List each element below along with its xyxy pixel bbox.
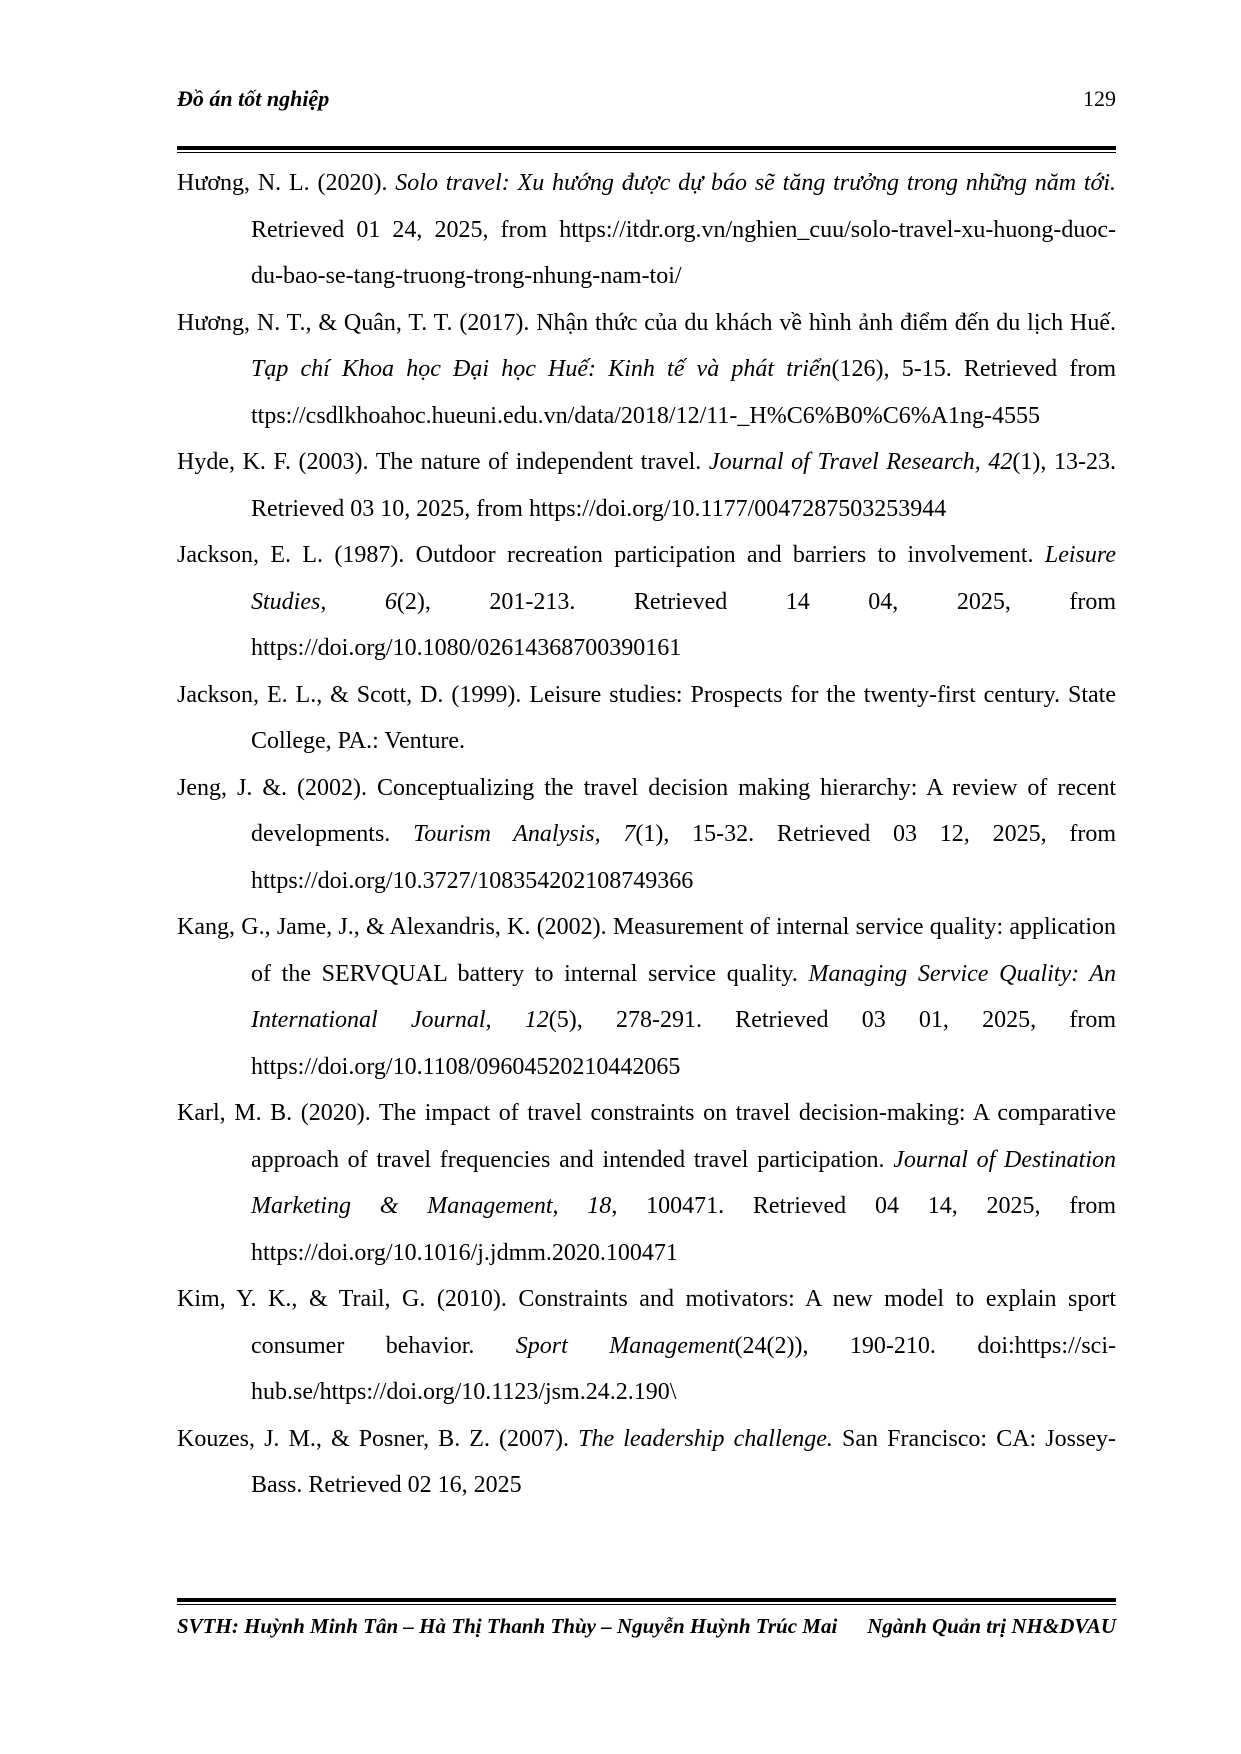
reference-item bbox=[177, 532, 1116, 672]
reference-details: (126), 5-15. Retrieved from ttps://csdlkhoahoc.hueuni.edu.vn/data/2018/12/11-_H%C6%B0%C6%A1ng-4555 bbox=[251, 356, 1116, 429]
header-title: Đồ án tốt nghiệp bbox=[177, 86, 330, 111]
footer bbox=[177, 1614, 1116, 1639]
reference-title: Tourism Analysis, 7 bbox=[413, 821, 636, 847]
reference-title: Sport Management bbox=[515, 1332, 735, 1359]
reference-authors: Kouzes, J. M., & Posner, B. Z. (2007). bbox=[177, 1425, 579, 1452]
reference-details: Retrieved 01 24, 2025, from https://itdr.org.vn/nghien_cuu/solo-travel-xu-huong-duoc-du-bao-se-tang-truong-trong-nhung-nam-toi/ bbox=[251, 216, 1116, 289]
reference-authors: Jackson, E. L., & Scott, D. (1999). Leisure studies: Prospects for the twenty-first century. State College, PA.: Venture. bbox=[177, 681, 1116, 754]
page-number: 129 bbox=[1083, 86, 1116, 111]
reference-authors: Jeng, J. &. (2002). Conceptualizing the travel decision making hierarchy: A review of recent developments. bbox=[177, 774, 1116, 847]
reference-authors: Kang, G., Jame, J., & Alexandris, K. (2002). Measurement of internal service quality: application of the SERVQUAL battery to internal service quality. bbox=[177, 914, 1116, 987]
reference-title: Tạp chí Khoa học Đại học Huế: Kinh tế và phát triển bbox=[251, 356, 832, 382]
reference-details: (2), 201-213. Retrieved 14 04, 2025, from https://doi.org/10.1080/02614368700390161 bbox=[251, 588, 1117, 661]
reference-title: Leisure Studies, 6 bbox=[251, 542, 1116, 615]
reference-authors: Kim, Y. K., & Trail, G. (2010). Constraints and motivators: A new model to explain sport consumer behavior. bbox=[177, 1286, 1116, 1359]
reference-item bbox=[177, 765, 1116, 905]
reference-title: Journal of Destination Marketing & Management, 18 bbox=[251, 1146, 1116, 1219]
reference-title: Managing Service Quality: An International Journal, 12 bbox=[251, 960, 1117, 1033]
reference-item bbox=[177, 904, 1116, 1090]
reference-item bbox=[177, 1090, 1116, 1276]
reference-details: (24(2)), 190-210. doi:https://sci-hub.se/https://doi.org/10.1123/jsm.24.2.190\ bbox=[251, 1332, 1116, 1405]
reference-authors: Jackson, E. L. (1987). Outdoor recreation participation and barriers to involvement. bbox=[177, 542, 1045, 568]
reference-details: (5), 278-291. Retrieved 03 01, 2025, from https://doi.org/10.1108/09604520210442065 bbox=[251, 1007, 1116, 1080]
reference-list bbox=[177, 160, 1116, 1509]
reference-details: , 100471. Retrieved 04 14, 2025, from https://doi.org/10.1016/j.jdmm.2020.100471 bbox=[251, 1193, 1116, 1266]
reference-authors: Hương, N. T., & Quân, T. T. (2017). Nhận thức của du khách về hình ảnh điểm đến du lịch Huế. bbox=[177, 309, 1116, 336]
reference-item bbox=[177, 160, 1116, 300]
reference-item bbox=[177, 1276, 1116, 1416]
reference-item bbox=[177, 439, 1116, 532]
footer-authors: SVTH: Huỳnh Minh Tân – Hà Thị Thanh Thùy – Nguyễn Huỳnh Trúc Mai bbox=[177, 1614, 838, 1638]
reference-title: The leadership challenge. bbox=[578, 1425, 833, 1452]
reference-item bbox=[177, 300, 1116, 440]
reference-authors: Hương, N. L. (2020). bbox=[177, 170, 396, 196]
reference-authors: Hyde, K. F. (2003). The nature of independent travel. bbox=[177, 449, 709, 475]
reference-title: Journal of Travel Research, 42 bbox=[708, 449, 1013, 475]
footer-rule bbox=[177, 1598, 1116, 1605]
reference-item bbox=[177, 672, 1116, 765]
reference-item bbox=[177, 1416, 1116, 1509]
reference-title: Solo travel: Xu hướng được dự báo sẽ tăng trưởng trong những năm tới. bbox=[395, 170, 1116, 196]
reference-details: (1), 15-32. Retrieved 03 12, 2025, from https://doi.org/10.3727/108354202108749366 bbox=[251, 821, 1117, 894]
reference-details: (1), 13-23. Retrieved 03 10, 2025, from https://doi.org/10.1177/0047287503253944 bbox=[251, 449, 1116, 522]
reference-authors: Karl, M. B. (2020). The impact of travel constraints on travel decision-making: A comparative approach of travel frequencies and intended travel participation. bbox=[177, 1100, 1116, 1173]
header-rule bbox=[177, 146, 1116, 153]
footer-major: Ngành Quản trị NH&DVAU bbox=[867, 1614, 1116, 1638]
reference-details: San Francisco: CA: Jossey-Bass. Retrieved 02 16, 2025 bbox=[251, 1425, 1116, 1498]
